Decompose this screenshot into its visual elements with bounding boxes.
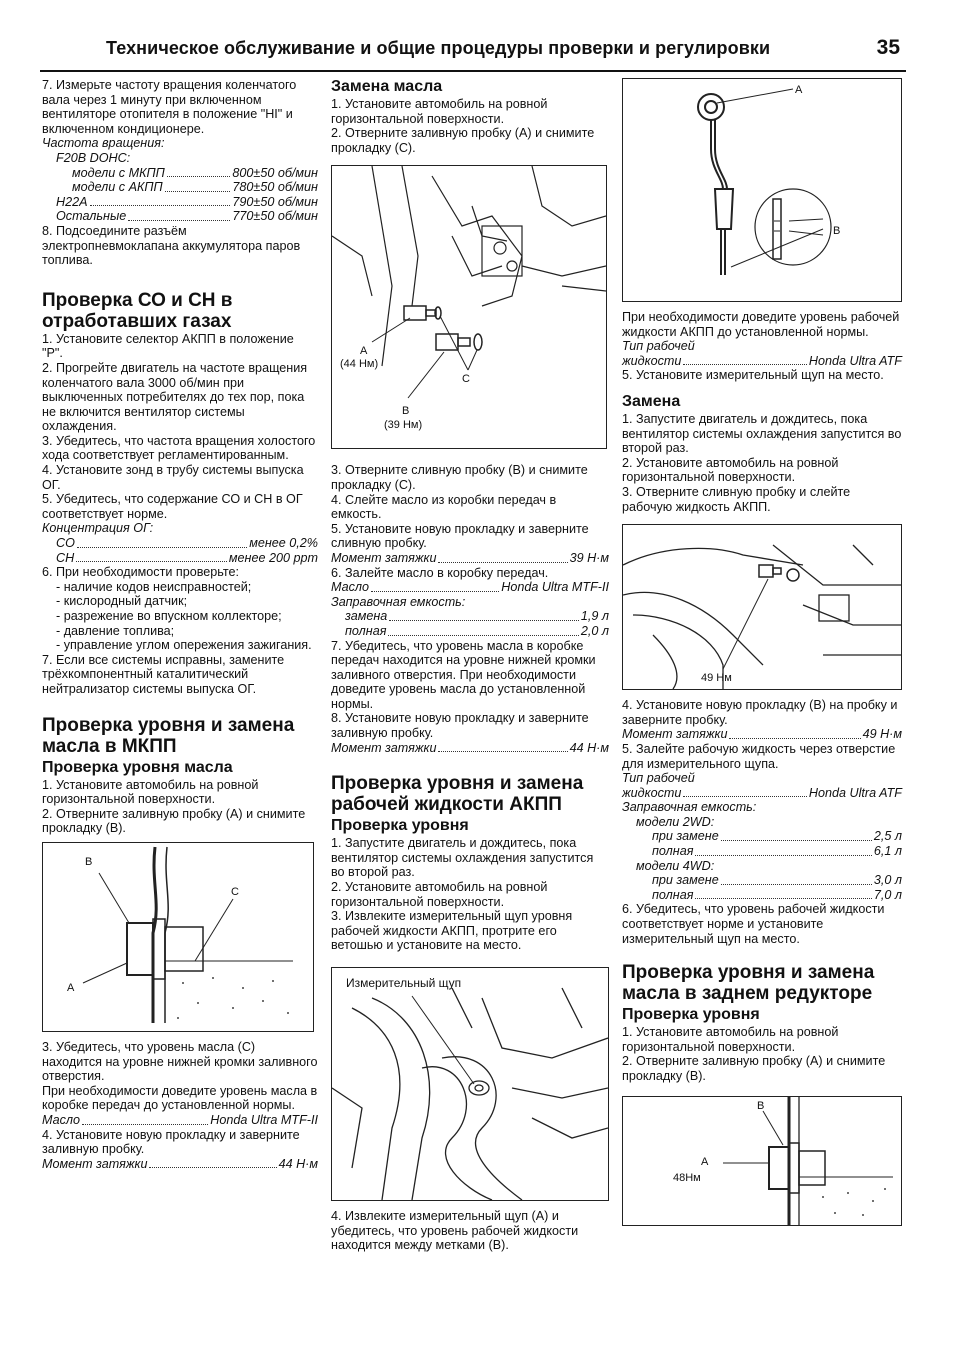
fig-label-a: A xyxy=(701,1155,709,1168)
atf-drain-illustration xyxy=(623,525,901,689)
page-header xyxy=(40,34,906,72)
akpp-step-1: 1. Запустите двигатель и дождитесь, пока вентилятор системы охлаждения запустится во второй раз. xyxy=(331,836,594,880)
check-item: - разрежение во впускном коллекторе; xyxy=(56,609,282,623)
fig-label-torque: 48Нм xyxy=(673,1171,701,1184)
replace-step-5: 5. Залейте рабочую жидкость через отверстие для измерительного щупа. xyxy=(622,741,896,771)
spec-row-oil: Масло Honda Ultra MTF-II xyxy=(42,1112,318,1127)
column-2 xyxy=(331,78,609,1253)
models-2wd: модели 2WD: xyxy=(636,814,715,829)
figure-rear-filler-plug xyxy=(622,1096,902,1226)
spec-row-torque: Момент затяжки 49 Н·м xyxy=(622,727,902,742)
change-step-4: 4. Слейте масло из коробки передач в емкость. xyxy=(331,492,557,522)
fig-label-b: B xyxy=(833,225,841,237)
spec-row-ch: CH менее 200 ppm xyxy=(56,550,318,565)
subsection-title-mkpp: Проверка уровня масла xyxy=(42,758,233,776)
capacity-label: Заправочная емкость: xyxy=(622,800,757,815)
check-item: - кислородный датчик; xyxy=(56,594,188,609)
co-step-3: 3. Убедитесь, что частота вращения холостого хода соответствует регламентированным. xyxy=(42,433,316,463)
change-step-6: 6. Залейте масло в коробку передач. xyxy=(331,565,549,580)
change-step-3: 3. Отверните сливную пробку (В) и снимите прокладку (С). xyxy=(331,463,588,492)
mkpp-step-3: 3. Убедитесь, что уровень масла (С) находится на уровне нижней кромки заливного отверстия. xyxy=(42,1039,318,1084)
check-item: - наличие кодов неисправностей; xyxy=(56,579,252,594)
column-3 xyxy=(622,78,902,1230)
spec-row-mkpp: модели с МКПП 800±50 об/мин xyxy=(72,165,318,180)
mkpp-step-4: 4. Установите новую прокладку и заверните заливную пробку. xyxy=(42,1127,300,1157)
fig-label-c: C xyxy=(462,373,470,386)
co-step-4: 4. Установите зонд в трубу системы выпуска ОГ. xyxy=(42,463,304,492)
subsection-title-oil-change: Замена масла xyxy=(331,78,443,95)
mkpp-step-3b: При необходимости доведите уровень масла в коробке передач до установленной нормы. xyxy=(42,1083,318,1113)
change-step-5: 5. Установите новую прокладку и заверните сливную пробку. xyxy=(331,521,589,551)
fig-label-a: A xyxy=(67,981,75,994)
change-step-2: 2. Отверните заливную пробку (А) и снимите прокладку (С). xyxy=(331,126,595,155)
fluid-type-label: Тип рабочей xyxy=(622,771,695,786)
check-item: - управление углом опережения зажигания. xyxy=(56,638,312,653)
replace-step-4: 4. Установите новую прокладку (В) на пробку и заверните пробку. xyxy=(622,698,898,727)
header-title: Техническое обслуживание и общие процедуры проверки и регулировки xyxy=(106,38,771,58)
mkpp-step-2: 2. Отверните заливную пробку (А) и снимите прокладку (В). xyxy=(42,806,306,836)
figure-dipstick-marks xyxy=(622,78,902,302)
fig-label-b: B xyxy=(85,855,93,868)
spec-row-2wd-full: полная 6,1 л xyxy=(652,844,902,859)
replace-step-3: 3. Отверните сливную пробку и слейте рабочую жидкость АКПП. xyxy=(622,484,851,514)
akpp-step-2: 2. Установите автомобиль на ровной горизонтальной поверхности. xyxy=(331,880,548,909)
fig-label-torque: 49 Нм xyxy=(701,672,732,685)
fig-label-a-torque: (44 Нм) xyxy=(340,358,379,371)
drain-plug-illustration xyxy=(332,166,606,448)
step-7: 7. Измерьте частоту вращения коленчатого вала через 1 минуту при включенном вентиляторе отопителя в положение "HI" и включенном кондиционере. xyxy=(42,78,297,136)
conc-label: Концентрация ОГ: xyxy=(42,521,154,536)
figure-mkpp-filler-plug xyxy=(42,842,314,1032)
fig-label-b-torque: (39 Нм) xyxy=(384,419,423,432)
akpp-note: При необходимости доведите уровень рабочей жидкости АКПП до установленной нормы. xyxy=(622,310,900,339)
fig-label-b: B xyxy=(402,405,410,418)
spec-row-torque: Момент затяжки 44 Н·м xyxy=(42,1156,318,1171)
check-item: - давление топлива; xyxy=(56,623,175,638)
spec-row-4wd-replace: при замене 3,0 л xyxy=(652,873,902,888)
models-4wd: модели 4WD: xyxy=(636,858,715,873)
co-step-1: 1. Установите селектор АКПП в положение "P". xyxy=(42,331,294,361)
freq-label: Частота вращения: xyxy=(42,136,165,151)
fluid-type-label: Тип рабочей xyxy=(622,339,695,354)
akpp-step-4: 4. Извлеките измерительный щуп (А) и убедитесь, что уровень рабочей жидкости находится между метками (В). xyxy=(331,1209,579,1253)
spec-row-4wd-full: полная 7,0 л xyxy=(652,887,902,902)
akpp-step-5: 5. Установите измерительный щуп на место. xyxy=(622,368,884,383)
change-step-1: 1. Установите автомобиль на ровной горизонтальной поверхности. xyxy=(331,97,548,126)
spec-row-torque: Момент затяжки 44 Н·м xyxy=(331,740,609,755)
page-number: 35 xyxy=(876,36,900,59)
mkpp-step-1: 1. Установите автомобиль на ровной горизонтальной поверхности. xyxy=(42,777,259,807)
filler-plug-illustration xyxy=(43,843,313,1031)
spec-row-h22a: H22A 790±50 об/мин xyxy=(56,194,318,209)
spec-row-fluid: жидкости Honda Ultra ATF xyxy=(622,353,902,368)
rear-step-2: 2. Отверните заливную пробку (А) и снимите прокладку (В). xyxy=(622,1054,886,1083)
step-8: 8. Подсоедините разъём электропневмоклапана аккумулятора паров топлива. xyxy=(42,223,301,268)
section-title-mkpp: Проверка уровня и замена масла в МКПП xyxy=(42,714,295,757)
fig-label-c: C xyxy=(231,885,239,898)
co-step-6: 6. При необходимости проверьте: xyxy=(42,565,239,580)
fig-label-a: A xyxy=(795,84,803,96)
spec-row-2wd-replace: при замене 2,5 л xyxy=(652,829,902,844)
co-step-7: 7. Если все системы исправны, замените трёхкомпонентный каталитический нейтрализатор системы выпуска ОГ. xyxy=(42,652,285,696)
replace-step-1: 1. Запустите двигатель и дождитесь, пока вентилятор системы охлаждения запустится во второй раз. xyxy=(622,411,902,456)
spec-row-co: CO менее 0,2% xyxy=(56,536,318,551)
fig-label-b: B xyxy=(757,1099,765,1112)
figure-atf-drain xyxy=(622,524,902,690)
figure-dipstick-location xyxy=(331,967,609,1201)
replace-step-6: 6. Убедитесь, что уровень рабочей жидкости соответствует норме и установите измерительный щуп на место. xyxy=(622,902,885,946)
subsection-title-akpp-level: Проверка уровня xyxy=(331,817,469,835)
dipstick-marks-illustration xyxy=(623,79,901,301)
capacity-label: Заправочная емкость: xyxy=(331,594,466,609)
subsection-title-rear-level: Проверка уровня xyxy=(622,1006,760,1024)
rear-filler-plug-illustration xyxy=(623,1097,901,1225)
fig-label-dipstick: Измерительный щуп xyxy=(346,976,462,990)
fig-label-a: A xyxy=(360,345,368,358)
subsection-title-replace: Замена xyxy=(622,392,681,410)
spec-row-full: полная 2,0 л xyxy=(345,623,609,638)
spec-row-oil: Масло Honda Ultra MTF-II xyxy=(331,580,609,595)
column-1 xyxy=(42,78,318,1171)
rear-step-1: 1. Установите автомобиль на ровной горизонтальной поверхности. xyxy=(622,1025,839,1054)
figure-drain-plug xyxy=(331,165,607,449)
change-step-8: 8. Установите новую прокладку и заверните заливную пробку. xyxy=(331,711,589,741)
engine-f20b: F20B DOHC: xyxy=(56,150,131,165)
section-title-co: Проверка СО и СН в отработавших газах xyxy=(42,289,233,332)
co-step-2: 2. Прогрейте двигатель на частоте вращения коленчатого вала 3000 об/мин при выключенных потребителях до тех пор, пока не включится вентилятор системы охлаждения. xyxy=(42,360,308,434)
dipstick-location-illustration xyxy=(332,968,608,1200)
spec-row-replace: замена 1,9 л xyxy=(345,609,609,624)
section-title-akpp: Проверка уровня и замена рабочей жидкости АКПП xyxy=(331,773,584,816)
section-title-rear-diff: Проверка уровня и замена масла в заднем редукторе xyxy=(622,962,875,1005)
spec-row-torque: Момент затяжки 39 Н·м xyxy=(331,550,609,565)
akpp-step-3: 3. Извлеките измерительный щуп уровня рабочей жидкости АКПП, протрите его ветошью и установите на место. xyxy=(331,909,573,953)
spec-row-akpp: модели с АКПП 780±50 об/мин xyxy=(72,180,318,195)
spec-row-other: Остальные 770±50 об/мин xyxy=(56,209,318,224)
change-step-7: 7. Убедитесь, что уровень масла в коробке передач находится на уровне нижней кромки заливного отверстия. При необходимости доведите уровень масла до установленной нормы. xyxy=(331,638,596,711)
spec-row-fluid: жидкости Honda Ultra ATF xyxy=(622,785,902,800)
replace-step-2: 2. Установите автомобиль на ровной горизонтальной поверхности. xyxy=(622,455,839,485)
co-step-5: 5. Убедитесь, что содержание СО и СН в ОГ соответствует норме. xyxy=(42,492,303,521)
